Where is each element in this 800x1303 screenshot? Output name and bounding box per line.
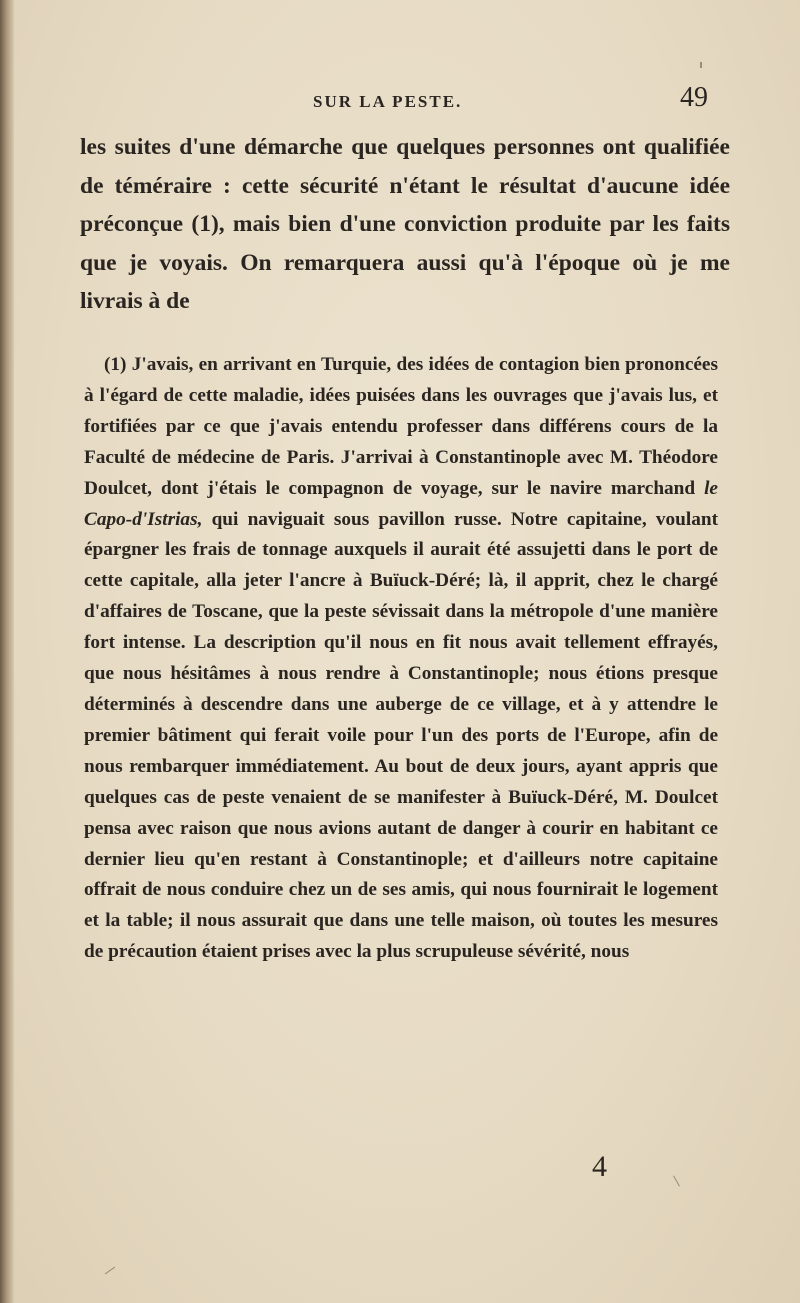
paper-speck bbox=[673, 1176, 680, 1187]
footnote-text-end: qui naviguait sous pavillon russe. Notre capitaine, voulant épargner les frais de tonnage auxquels il aurait été assujetti dans le port de cette capitale, alla jeter l'ancre à Buïuck-Déré; là, il apprit, chez le chargé d'affaires de Toscane, que la peste sévissait dans la métropole d'une manière fort intense. La description qu'il nous en fit nous avait tellement effrayés, que nous hésitâmes à nous rendre à Constantinople; nous étions presque déterminés à descendre dans une auberge de ce village, et à y attendre le premier bâtiment qui ferait voile pour l'un des ports de l'Europe, afin de nous rembarquer immédiatement. Au bout de deux jours, ayant appris que quelques cas de peste venaient de se manifester à Buïuck-Déré, M. Doulcet pensa avec raison que nous avions autant de danger à courir en habitant ce dernier lieu qu'en restant à Constantinople; et d'ailleurs notre capitaine offrait de nous conduire chez un de ses amis, qui nous fournirait le logement et la table; il nous assurait que dans une telle maison, où toutes les mesures de précaution étaient prises avec la plus scrupuleuse sévérité, nous bbox=[84, 508, 718, 963]
page-spine-shadow bbox=[0, 0, 14, 1303]
paper-speck bbox=[105, 1267, 115, 1275]
paper-speck bbox=[700, 62, 702, 68]
page-number: 49 bbox=[680, 82, 708, 113]
ship-name: le Capo-d'Istrias, bbox=[84, 477, 718, 530]
footnote bbox=[84, 350, 718, 968]
signature-mark: 4 bbox=[592, 1150, 607, 1183]
page-header bbox=[80, 82, 720, 122]
footnote-text-start: (1) J'avais, en arrivant en Turquie, des idées de contagion bien prononcées à l'égard de cette maladie, idées puisées dans les ouvrages que j'avais lus, et fortifiées par ce que j'avais entendu professer dans différens cours de la Faculté de médecine de Paris. J'arrivai à Constantinople avec M. Théodore Doulcet, dont j'étais le compagnon de voyage, sur le navire marchand bbox=[84, 354, 718, 499]
running-title: SUR LA PESTE. bbox=[313, 92, 463, 111]
main-text: les suites d'une démarche que quelques personnes ont qualifiée de téméraire : cette sécurité n'étant le résultat d'aucune idée préconçue (1), mais bien d'une conviction produite par les faits que je voyais. On remarquera aussi qu'à l'époque où je me livrais à de bbox=[80, 134, 730, 314]
